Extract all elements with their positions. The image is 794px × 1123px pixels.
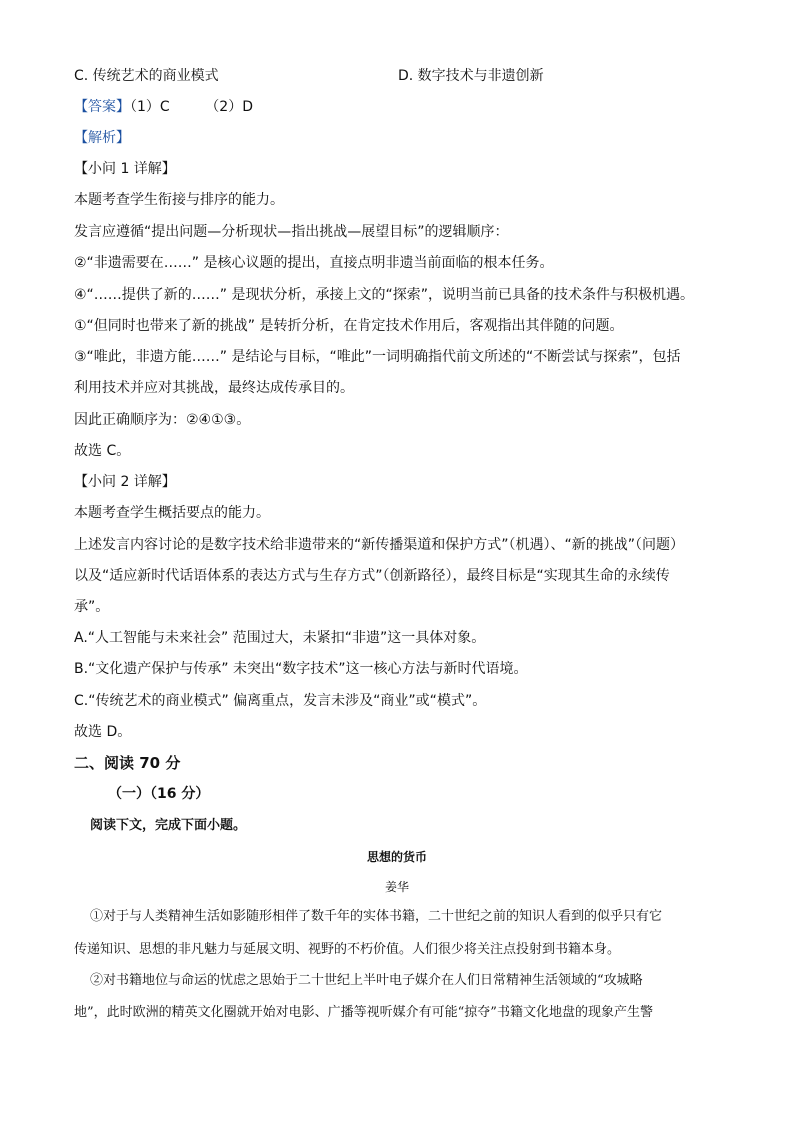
q1-line: 因此正确顺序为：②④①③。 [74,412,251,428]
q2-line: C.“传统艺术的商业模式” 偏离重点，发言未涉及“商业”或“模式”。 [74,693,487,709]
instruction: 阅读下文，完成下面小题。 [90,818,247,833]
article-paragraph: 地”，此时欧洲的精英文化圈就开始对电影、广播等视听媒介有可能“掠夺”书籍文化地盘的现象产生警 [74,1005,653,1020]
q2-heading: 【小问 2 详解】 [74,474,176,490]
section-subtitle: （一）（16 分） [108,786,210,802]
analysis-label: 【解析】 [74,130,130,146]
q1-line: ④“……提供了新的……” 是现状分析，承接上文的“探索”，说明当前已具备的技术条件与积极机遇。 [74,287,695,303]
q2-line: 以及“适应新时代话语体系的表达方式与生存方式”（创新路径），最终目标是“实现其生命的永续传 [74,568,670,584]
q2-line: 故选 D。 [74,724,132,740]
q1-line: 利用技术并应对其挑战，最终达成传承目的。 [74,380,354,396]
q1-line: 故选 C。 [74,443,131,459]
article-author: 姜华 [384,880,409,894]
article-paragraph: ②对书籍地位与命运的忧虑之思始于二十世纪上半叶电子媒介在人们日常精神生活领域的“攻城略 [90,973,643,988]
q2-line: 本题考查学生概括要点的能力。 [74,505,270,521]
q2-line: 承”。 [74,599,110,615]
q1-heading: 【小问 1 详解】 [74,161,176,177]
q1-line: 发言应遵循“提出问题—分析现状—指出挑战—展望目标”的逻辑顺序： [74,224,509,240]
answer-value: （1）C （2）D [130,99,253,115]
option-c: C. 传统艺术的商业模式 [74,68,219,84]
answer-line [74,97,253,117]
q1-line: ③“唯此，非遗方能……” 是结论与目标，“唯此”一词明确指代前文所述的“不断尝试与探索”，包括 [74,349,681,365]
section-title: 二、阅读 70 分 [74,754,181,772]
q1-line: 本题考查学生衔接与排序的能力。 [74,192,284,208]
article-title: 思想的货币 [366,850,427,864]
article-paragraph: 传递知识、思想的非凡魅力与延展文明、视野的不朽价值。人们很少将关注点投射到书籍本身。 [74,942,621,957]
article-paragraph: ①对于与人类精神生活如影随形相伴了数千年的实体书籍，二十世纪之前的知识人看到的似乎只有它 [90,909,663,924]
q1-line: ①“但同时也带来了新的挑战” 是转折分析，在肯定技术作用后，客观指出其伴随的问题。 [74,318,624,334]
q1-line: ②“非遗需要在……” 是核心议题的提出，直接点明非遗当前面临的根本任务。 [74,255,554,271]
q2-line: B.“文化遗产保护与传承” 未突出“数字技术”这一核心方法与新时代语境。 [74,661,528,677]
q2-line: 上述发言内容讨论的是数字技术给非遗带来的“新传播渠道和保护方式”（机遇）、“新的挑战”（问题） [74,537,685,553]
answer-label: 【答案】 [74,99,130,115]
q2-line: A.“人工智能与未来社会” 范围过大，未紧扣“非遗”这一具体对象。 [74,630,486,646]
option-d: D. 数字技术与非遗创新 [398,68,544,84]
